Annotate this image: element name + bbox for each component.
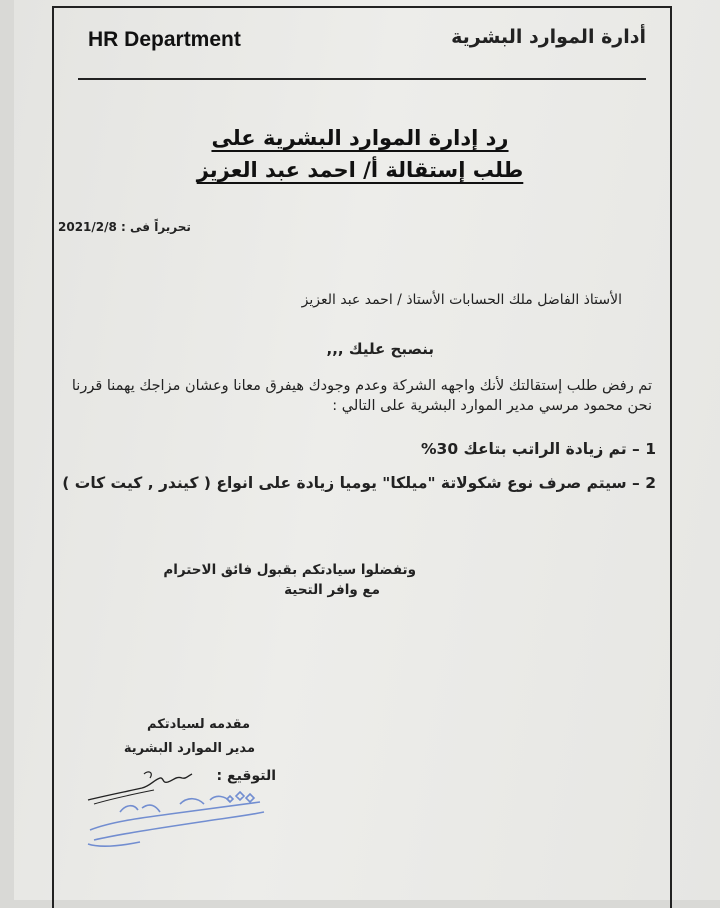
header-divider	[78, 78, 646, 80]
closing-line-1: وتفضلوا سيادتكم بقبول فائق الاحترام	[163, 562, 416, 578]
document-date: تحريراً فى : 2021/2/8	[58, 220, 191, 234]
body-line-1: تم رفض طلب إستقالتك لأنك واجهه الشركة وعدم وجودك هيفرق معانا وعشان مزاجك يهمنا قررنا	[71, 378, 652, 394]
header-arabic: أدارة الموارد البشرية	[451, 26, 646, 48]
header-english: HR Department	[88, 28, 241, 51]
document-title-line-2	[0, 158, 720, 182]
list-item-1: 1 – تم زيادة الراتب بتاعك 30%	[421, 440, 656, 458]
ink-stamp-icon	[80, 782, 270, 852]
title-line-1-text: رد إدارة الموارد البشرية على	[211, 126, 509, 150]
list-item-2: 2 – سيتم صرف نوع شكولاتة "ميلكا" يوميا زيادة على انواع ( كيندر , كيت كات )	[62, 474, 656, 492]
body-line-2: نحن محمود مرسي مدير الموارد البشرية على التالي :	[332, 398, 652, 414]
signature-role: مدير الموارد البشرية	[123, 741, 255, 756]
addressee: الأستاذ الفاضل ملك الحسابات الأستاذ / احمد عبد العزيز	[301, 292, 622, 308]
signature-label: التوقيع :	[216, 768, 276, 784]
greeting: بنصبح عليك ,,,	[326, 340, 434, 358]
closing-line-2: مع وافر التحية	[284, 582, 380, 598]
signature-presented: مقدمه لسيادتكم	[147, 717, 250, 732]
title-line-2-text: طلب إستقالة أ/ احمد عبد العزيز	[196, 158, 524, 182]
document-title-line-1	[0, 126, 720, 150]
